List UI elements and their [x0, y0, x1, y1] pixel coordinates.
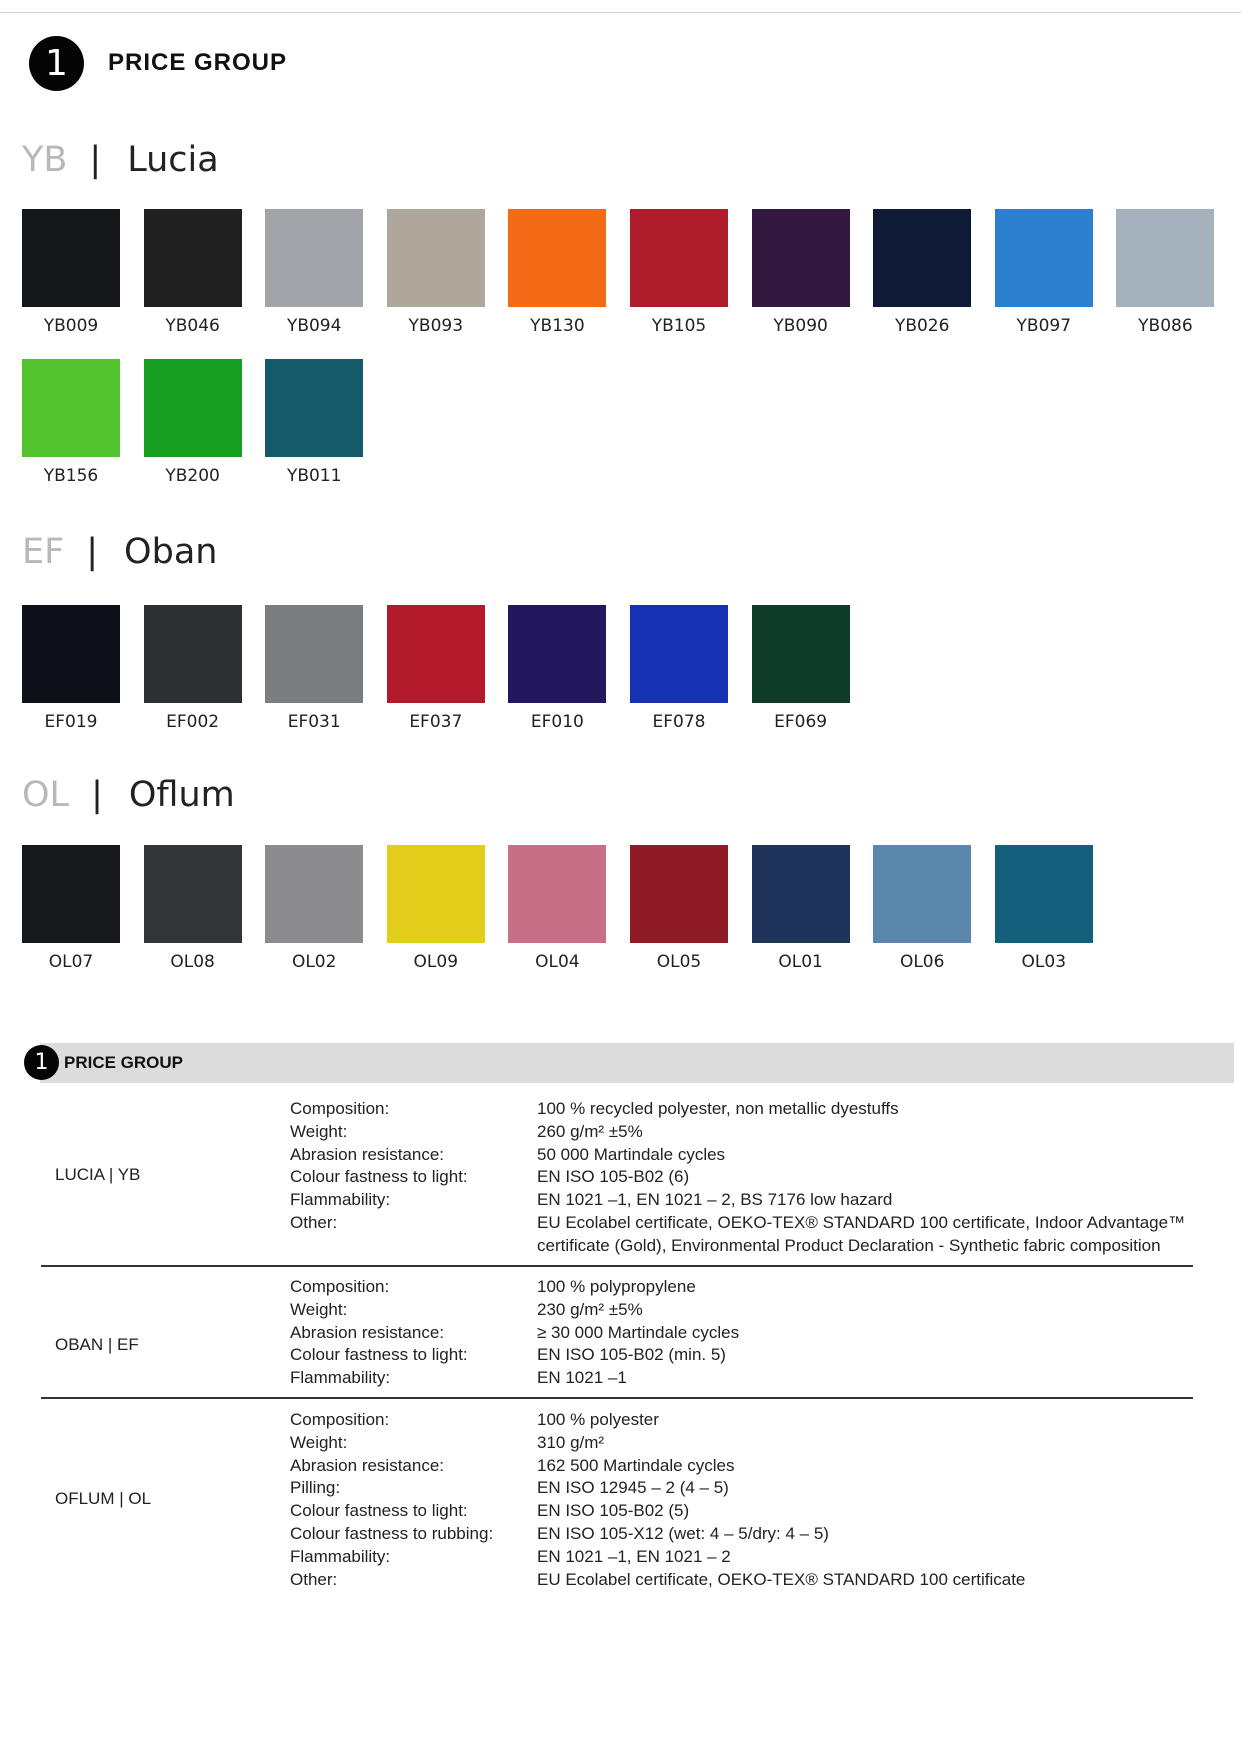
spec-property: [290, 1189, 1190, 1212]
swatch-code-label: YB097: [1016, 316, 1072, 336]
spec-property: [290, 1477, 1190, 1500]
swatch-color-chip: [508, 845, 606, 943]
swatch-code-label: YB086: [1138, 316, 1193, 336]
swatch-color-chip: [995, 209, 1093, 307]
spec-properties: [290, 1098, 1190, 1258]
spec-property-value: 230 g/m² ±5%: [537, 1299, 643, 1319]
swatch-color-chip: [144, 845, 242, 943]
fabric-swatch: [265, 209, 363, 336]
fabric-swatch: [387, 845, 485, 972]
swatch-code-label: YB011: [286, 466, 342, 486]
spec-property: [290, 1546, 1190, 1569]
swatch-code-label: YB200: [165, 466, 220, 486]
spec-property-value: EN 1021 –1: [537, 1368, 627, 1388]
swatch-code-label: YB130: [530, 316, 585, 336]
spec-property: [290, 1569, 1190, 1592]
spec-property-label: Abrasion resistance:: [290, 1455, 445, 1475]
swatch-code-label: EF078: [652, 712, 706, 732]
spec-property-value: ≥ 30 000 Martindale cycles: [537, 1322, 740, 1342]
fabric-swatch: [144, 209, 242, 336]
fabric-swatch: [22, 605, 120, 732]
fabric-swatch: [630, 845, 728, 972]
swatch-code-label: OL08: [170, 952, 215, 972]
spec-property: [290, 1299, 1190, 1322]
spec-property-value: EN ISO 105-B02 (6): [537, 1167, 690, 1187]
spec-property-value: 100 % polypropylene: [537, 1277, 696, 1296]
spec-property: [290, 1500, 1190, 1523]
spec-property: [290, 1098, 1190, 1121]
fabric-swatch: [508, 209, 606, 336]
spec-property-value: EN ISO 12945 – 2 (4 – 5): [537, 1478, 729, 1498]
swatch-color-chip: [752, 605, 850, 703]
spec-title: PRICE GROUP: [64, 1053, 184, 1072]
swatch-color-chip: [508, 605, 606, 703]
spec-property-value: 50 000 Martindale cycles: [537, 1144, 726, 1164]
fabric-swatch: [873, 845, 971, 972]
swatch-color-chip: [387, 845, 485, 943]
spec-property-label: Abrasion resistance:: [290, 1322, 445, 1342]
swatch-color-chip: [873, 209, 971, 307]
spec-property-label: Colour fastness to rubbing:: [290, 1523, 494, 1543]
swatch-color-chip: [22, 845, 120, 943]
spec-property-value: EN ISO 105-B02 (min. 5): [537, 1345, 726, 1365]
spec-property: [290, 1409, 1190, 1432]
swatch-code-label: EF031: [287, 712, 341, 732]
swatch-color-chip: [508, 209, 606, 307]
fabric-swatch: [387, 209, 485, 336]
swatch-code-label: YB026: [894, 316, 950, 336]
spec-fabric-name: LUCIA | YB: [55, 1165, 141, 1184]
spec-property-value: EN ISO 105-B02 (5): [537, 1501, 690, 1521]
swatch-code-label: OL01: [778, 952, 823, 972]
swatch-color-chip: [265, 605, 363, 703]
fabric-swatch: [144, 359, 242, 486]
swatch-code-label: OL04: [535, 952, 580, 972]
spec-property-label: Flammability:: [290, 1546, 391, 1566]
spec-property-value: EU Ecolabel certificate, OEKO-TEX® STANDARD 100 certificate, Indoor Advantage™ certificate (Gold), Environmental Product Declaration - Synthetic fabric composition: [537, 1212, 1186, 1255]
swatch-code-label: OL02: [291, 952, 337, 972]
spec-number-badge: 1: [24, 1045, 59, 1080]
fabric-swatch: [995, 209, 1093, 336]
fabric-swatch: [508, 845, 606, 972]
spec-property-value: EN 1021 –1, EN 1021 – 2: [537, 1546, 731, 1566]
collection-heading-oban: [22, 532, 217, 572]
price-group-title: PRICE GROUP: [108, 49, 288, 76]
spec-property-label: Flammability:: [290, 1368, 391, 1388]
spec-property-label: Colour fastness to light:: [290, 1167, 468, 1187]
swatch-color-chip: [630, 209, 728, 307]
spec-property-label: Composition:: [290, 1099, 390, 1118]
spec-property: [290, 1276, 1190, 1299]
swatch-code-label: YB009: [43, 316, 99, 336]
fabric-swatch: [22, 845, 120, 972]
collection-name: Oflum: [128, 775, 235, 815]
swatch-code-label: OL09: [413, 952, 459, 972]
swatch-color-chip: [265, 845, 363, 943]
swatch-code-label: YB105: [651, 316, 707, 336]
collection-code: YB: [22, 140, 68, 180]
spec-property-label: Composition:: [290, 1410, 390, 1429]
swatch-color-chip: [995, 845, 1093, 943]
spec-properties: [290, 1409, 1190, 1591]
collection-code: EF: [22, 532, 65, 572]
collection-heading-lucia: [22, 140, 219, 180]
spec-fabric-name: OFLUM | OL: [55, 1489, 152, 1508]
swatch-code-label: OL06: [899, 952, 945, 972]
spec-property-value: 100 % recycled polyester, non metallic dyestuffs: [537, 1099, 899, 1118]
collection-separator: |: [91, 775, 103, 815]
swatch-color-chip: [144, 209, 242, 307]
swatch-color-chip: [630, 605, 728, 703]
spec-property: [290, 1344, 1190, 1367]
spec-property-value: 260 g/m² ±5%: [537, 1121, 643, 1141]
swatch-code-label: EF010: [530, 712, 584, 732]
swatch-color-chip: [265, 209, 363, 307]
spec-property: [290, 1166, 1190, 1189]
swatch-color-chip: [387, 605, 485, 703]
collection-separator: |: [86, 532, 99, 572]
fabric-swatch: [265, 605, 363, 732]
swatch-color-chip: [630, 845, 728, 943]
spec-property-value: EU Ecolabel certificate, OEKO-TEX® STANDARD 100 certificate: [537, 1569, 1026, 1589]
spec-divider: [41, 1265, 1193, 1267]
spec-divider: [41, 1397, 1193, 1399]
spec-property-label: Weight:: [290, 1121, 348, 1141]
swatch-code-label: OL03: [1021, 952, 1067, 972]
spec-property: [290, 1455, 1190, 1478]
spec-property: [290, 1432, 1190, 1455]
collection-heading-oflum: [22, 775, 235, 815]
collection-name: Lucia: [127, 140, 219, 180]
spec-property: [290, 1322, 1190, 1345]
fabric-swatch: [995, 845, 1093, 972]
spec-property-label: Flammability:: [290, 1190, 391, 1210]
swatch-code-label: YB090: [773, 316, 828, 336]
spec-property-value: EN 1021 –1, EN 1021 – 2, BS 7176 low hazard: [537, 1190, 893, 1210]
swatch-color-chip: [752, 209, 850, 307]
spec-property-label: Other:: [290, 1212, 338, 1232]
swatch-code-label: EF019: [44, 712, 98, 732]
spec-properties: [290, 1276, 1190, 1390]
swatch-color-chip: [22, 359, 120, 457]
spec-property: [290, 1144, 1190, 1167]
spec-property-label: Composition:: [290, 1277, 390, 1296]
swatch-code-label: EF037: [409, 712, 463, 732]
fabric-swatch: [22, 209, 120, 336]
spec-property-value: 100 % polyester: [537, 1410, 659, 1429]
swatch-code-label: OL07: [48, 952, 94, 972]
swatch-color-chip: [144, 605, 242, 703]
spec-property: [290, 1367, 1190, 1390]
swatch-color-chip: [22, 605, 120, 703]
fabric-swatch: [1116, 209, 1214, 336]
spec-property-value: 162 500 Martindale cycles: [537, 1455, 735, 1475]
spec-property-label: Weight:: [290, 1299, 348, 1319]
fabric-swatch: [752, 605, 850, 732]
top-divider: [0, 12, 1241, 13]
fabric-swatch: [265, 845, 363, 972]
swatch-color-chip: [22, 209, 120, 307]
swatch-code-label: YB094: [286, 316, 342, 336]
fabric-swatch: [630, 209, 728, 336]
spec-header-band: [40, 1043, 1234, 1083]
fabric-swatch: [22, 359, 120, 486]
collection-separator: |: [89, 140, 102, 180]
swatch-code-label: EF069: [774, 712, 828, 732]
spec-property-label: Pilling:: [290, 1478, 341, 1498]
swatch-code-label: YB156: [43, 466, 99, 486]
spec-property-label: Colour fastness to light:: [290, 1345, 468, 1365]
swatch-color-chip: [265, 359, 363, 457]
swatch-code-label: YB093: [408, 316, 464, 336]
fabric-swatch: [387, 605, 485, 732]
fabric-swatch: [873, 209, 971, 336]
swatch-color-chip: [144, 359, 242, 457]
spec-property-label: Abrasion resistance:: [290, 1144, 445, 1164]
swatch-code-label: YB046: [165, 316, 220, 336]
spec-fabric-name: OBAN | EF: [55, 1335, 139, 1354]
spec-property-label: Other:: [290, 1569, 338, 1589]
fabric-swatch: [508, 605, 606, 732]
swatch-color-chip: [1116, 209, 1214, 307]
swatch-color-chip: [387, 209, 485, 307]
spec-property-value: 310 g/m²: [537, 1432, 605, 1452]
collection-name: Oban: [124, 532, 218, 572]
swatch-code-label: OL05: [656, 952, 702, 972]
spec-property: [290, 1212, 1190, 1258]
price-group-number-badge: 1: [29, 36, 84, 91]
fabric-swatch: [265, 359, 363, 486]
swatch-color-chip: [752, 845, 850, 943]
spec-property-value: EN ISO 105-X12 (wet: 4 – 5/dry: 4 – 5): [537, 1523, 829, 1543]
spec-property: [290, 1523, 1190, 1546]
spec-property-label: Colour fastness to light:: [290, 1501, 468, 1521]
fabric-swatch: [752, 845, 850, 972]
fabric-swatch: [752, 209, 850, 336]
fabric-swatch: [144, 845, 242, 972]
spec-property: [290, 1121, 1190, 1144]
swatch-code-label: EF002: [166, 712, 220, 732]
price-group-header: [29, 35, 287, 91]
collection-code: OL: [22, 775, 70, 815]
fabric-swatch: [630, 605, 728, 732]
spec-property-label: Weight:: [290, 1432, 348, 1452]
fabric-swatch: [144, 605, 242, 732]
swatch-color-chip: [873, 845, 971, 943]
